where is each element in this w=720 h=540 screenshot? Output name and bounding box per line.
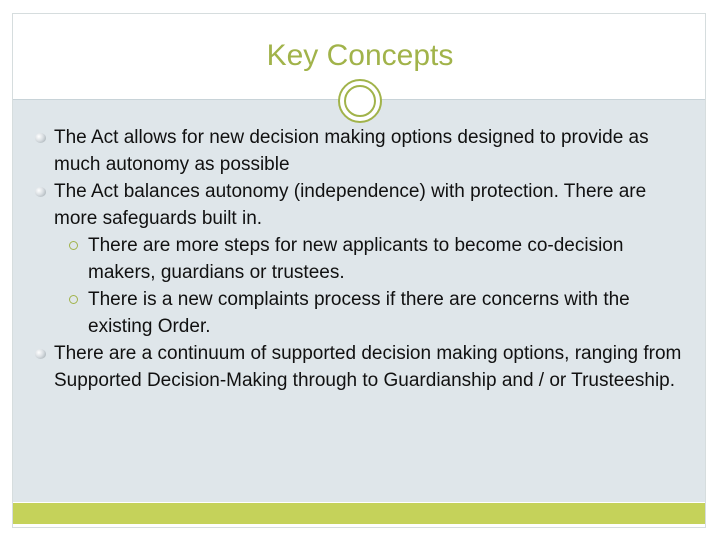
- sub-bullet-item: [34, 232, 694, 286]
- bullet-item: [34, 340, 694, 394]
- bullet-list: [34, 124, 694, 394]
- sub-bullet-text: There is a new complaints process if there are concerns with the existing Order.: [88, 289, 630, 337]
- slide-title: Key Concepts: [266, 39, 454, 72]
- bullet-item: [34, 178, 694, 232]
- bullet-text: The Act allows for new decision making options designed to provide as much autonomy as possible: [54, 127, 649, 175]
- sub-bullet-text: There are more steps for new applicants to become co-decision makers, guardians or trustees.: [88, 235, 624, 283]
- bullet-dot-icon: [35, 349, 46, 359]
- bullet-text: There are a continuum of supported decision making options, ranging from Supported Decision-Making through to Guardianship and / or Trusteeship.: [54, 343, 682, 391]
- bullet-text: The Act balances autonomy (independence) with protection. There are more safeguards built in.: [54, 181, 647, 229]
- circle-ornament-icon: [338, 79, 382, 123]
- hollow-circle-bullet-icon: [69, 295, 78, 304]
- bullet-dot-icon: [35, 187, 46, 197]
- bullet-item: [34, 124, 694, 178]
- bullet-dot-icon: [35, 133, 46, 143]
- circle-ornament-inner: [344, 85, 376, 117]
- sub-bullet-item: [34, 286, 694, 340]
- hollow-circle-bullet-icon: [69, 241, 78, 250]
